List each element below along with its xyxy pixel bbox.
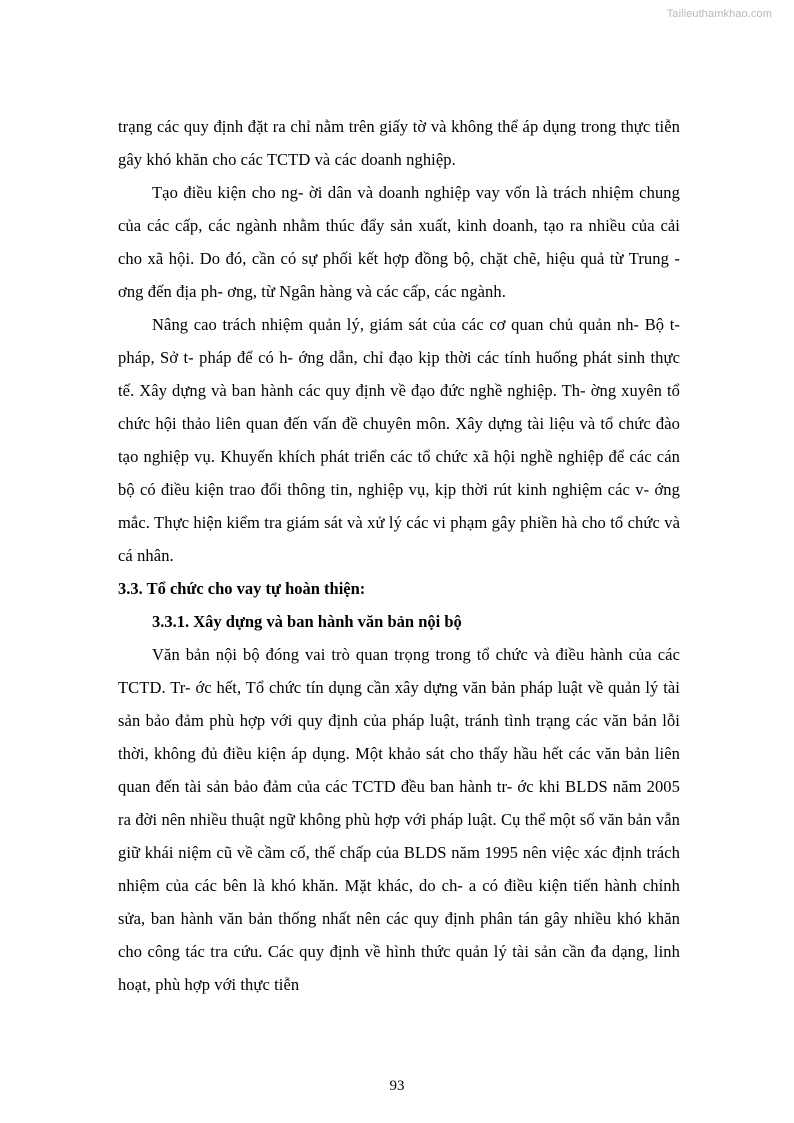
section-heading-3-3: 3.3. Tổ chức cho vay tự hoàn thiện: — [118, 579, 366, 598]
paragraph-continuation: trạng các quy định đặt ra chỉ nằm trên giấy tờ và không thể áp dụng trong thực tiễn gây khó khăn cho các TCTD và các doanh nghiệp. — [118, 117, 680, 169]
section-heading-3-3-1: 3.3.1. Xây dựng và ban hành văn bản nội bộ — [152, 612, 462, 631]
page-body — [118, 110, 680, 1001]
paragraph-3: Nâng cao trách nhiệm quản lý, giám sát của các cơ quan chủ quản nh- Bộ t- pháp, Sở t- pháp để có h- ớng dẫn, chỉ đạo kịp thời các tính huống phát sinh thực tế. Xây dựng và ban hành các quy định về đạo đức nghề nghiệp. Th- ờng xuyên tổ chức hội thảo liên quan đến vấn đề chuyên môn. Xây dựng tài liệu và tổ chức đào tạo nghiệp vụ. Khuyến khích phát triển các tổ chức xã hội nghề nghiệp để các cán bộ có điều kiện trao đổi thông tin, nghiệp vụ, kịp thời rút kinh nghiệm các v- ớng mắc. Thực hiện kiểm tra giám sát và xử lý các vi phạm gây phiền hà cho tổ chức và cá nhân. — [118, 315, 680, 565]
page-number: 93 — [389, 1078, 405, 1094]
paragraph-4: Văn bản nội bộ đóng vai trò quan trọng trong tổ chức và điều hành của các TCTD. Tr- ớc hết, Tổ chức tín dụng cần xây dựng văn bản pháp luật về quản lý tài sản bảo đảm phù hợp với quy định của pháp luật, tránh tình trạng các văn bản lỗi thời, không đủ điều kiện áp dụng. Một khảo sát cho thấy hầu hết các văn bản liên quan đến tài sản bảo đảm của các TCTD đều ban hành tr- ớc khi BLDS năm 2005 ra đời nên nhiều thuật ngữ không phù hợp với pháp luật. Cụ thể một số văn bản vẫn giữ khái niệm cũ về cầm cố, thế chấp của BLDS năm 1995 nên việc xác định trách nhiệm của các bên là khó khăn. Mặt khác, do ch- a có điều kiện tiến hành chỉnh sửa, ban hành văn bản thống nhất nên các quy định phân tán gây nhiều khó khăn cho công tác tra cứu. Các quy định về hình thức quản lý tài sản cần đa dạng, linh hoạt, phù hợp với thực tiễn — [118, 645, 680, 994]
watermark-text: Tailieuthamkhao.com — [666, 8, 772, 20]
paragraph-2: Tạo điều kiện cho ng- ời dân và doanh nghiệp vay vốn là trách nhiệm chung của các cấp, các ngành nhằm thúc đẩy sản xuất, kinh doanh, tạo ra nhiều của cải cho xã hội. Do đó, cần có sự phối kết hợp đồng bộ, chặt chẽ, hiệu quả từ Trung - ơng đến địa ph- ơng, từ Ngân hàng và các cấp, các ngành. — [118, 183, 680, 301]
